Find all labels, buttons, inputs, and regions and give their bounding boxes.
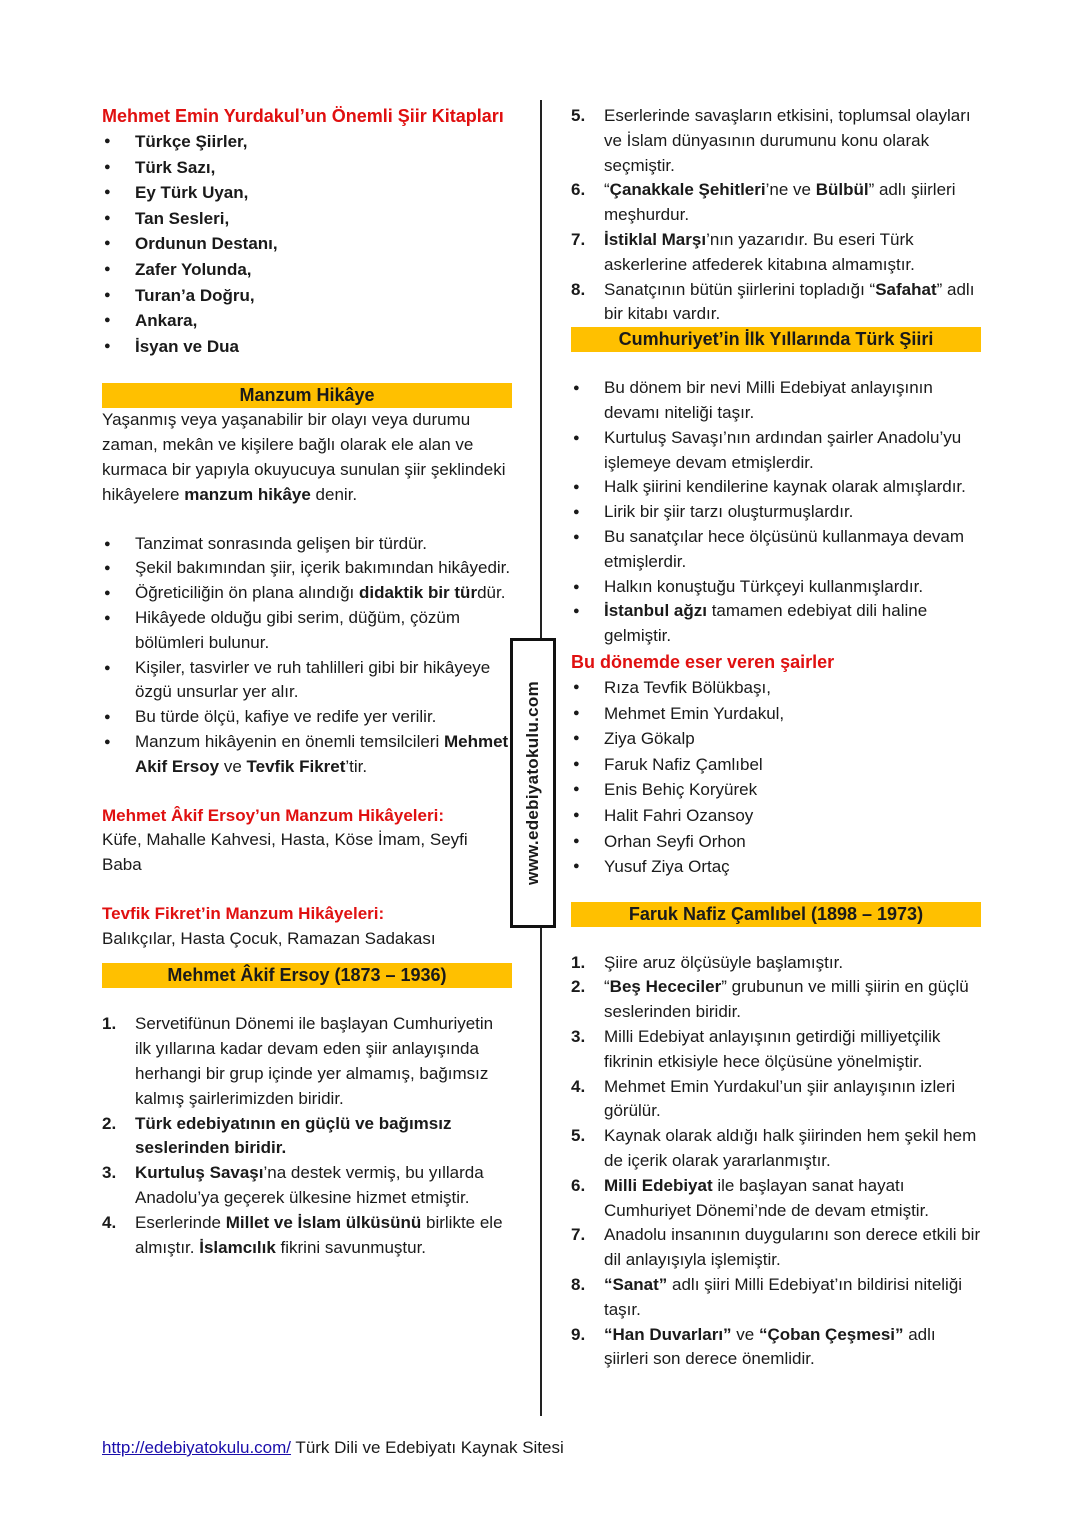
list-item: ● Türk Sazı,	[102, 155, 512, 181]
list-item: ● Tan Sesleri,	[102, 206, 512, 232]
list-item: ● Kurtuluş Savaşı’nın ardından şairler Anadolu’yu işlemeye devam etmişlerdir.	[571, 426, 981, 476]
list-item: ● Ziya Gökalp	[571, 726, 981, 752]
list-item: ● Mehmet Emin Yurdakul,	[571, 701, 981, 727]
site-watermark: www.edebiyatokulu.com	[523, 680, 542, 886]
list-item: 6. Milli Edebiyat ile başlayan sanat hayatı Cumhuriyet Dönemi’nde de devam etmiştir.	[571, 1175, 930, 1220]
fikret-works: Balıkçılar, Hasta Çocuk, Ramazan Sadakası	[102, 928, 436, 948]
yurdakul-books-heading: Mehmet Emin Yurdakul’un Önemli Şiir Kitapları	[102, 106, 504, 126]
list-item: 4. Eserlerinde Millet ve İslam ülküsünü birlikte ele almıştır. İslamcılık fikrini savunmuştur.	[102, 1212, 503, 1257]
list-item: ● Enis Behiç Koryürek	[571, 777, 981, 803]
list-item: ● Rıza Tevfik Bölükbaşı,	[571, 675, 981, 701]
list-item: ● Faruk Nafiz Çamlıbel	[571, 752, 981, 778]
page-footer	[102, 1438, 564, 1458]
footer-site-link[interactable]: http://edebiyatokulu.com/	[102, 1438, 292, 1457]
right-column	[571, 104, 981, 1372]
list-item: ● Yusuf Ziya Ortaç	[571, 854, 981, 880]
list-item: 4. Mehmet Emin Yurdakul’un şiir anlayışının izleri görülür.	[571, 1076, 956, 1121]
list-item: ● Hikâyede olduğu gibi serim, düğüm, çözüm bölümleri bulunur.	[102, 606, 512, 656]
list-item: ● Halk şiirini kendilerine kaynak olarak almışlardır.	[571, 475, 981, 500]
manzum-definition: Yaşanmış veya yaşanabilir bir olayı veya durumu zaman, mekân ve kişilere bağlı olarak ele alan ve kurmaca bir yapıyla okuyucuya sunulan şiir şeklindeki hikâyelere manzum hikâye denir.	[102, 410, 506, 504]
list-item: 7. Anadolu insanının duygularını son derece etkili bir dil anlayışıyla işlemiştir.	[571, 1225, 981, 1270]
list-item: ● Orhan Seyfi Orhon	[571, 829, 981, 855]
list-item: ● Bu türde ölçü, kafiye ve redife yer verilir.	[102, 705, 512, 730]
akif-header: Mehmet Âkif Ersoy (1873 – 1936)	[102, 963, 512, 988]
list-item: 3. Milli Edebiyat anlayışının getirdiği milliyetçilik fikrinin etkisiyle hece ölçüsüne yönelmiştir.	[571, 1027, 941, 1071]
list-item: 8. “Sanat” adlı şiiri Milli Edebiyat’ın bildirisi niteliği taşır.	[571, 1275, 963, 1319]
site-watermark-box	[510, 638, 556, 928]
faruk-facts-list	[571, 951, 981, 1373]
list-item: ● Tanzimat sonrasında gelişen bir türdür.	[102, 532, 512, 557]
list-item: ● Bu sanatçılar hece ölçüsünü kullanmaya devam etmişlerdir.	[571, 525, 981, 575]
list-item: 2. Türk edebiyatının en güçlü ve bağımsız seslerinden biridir.	[102, 1113, 452, 1158]
list-item: ● Ey Türk Uyan,	[102, 180, 512, 206]
list-item: ● İstanbul ağzı tamamen edebiyat dili haline gelmiştir.	[571, 599, 981, 649]
poets-list	[571, 675, 981, 880]
manzum-hikaye-header: Manzum Hikâye	[102, 383, 512, 408]
list-item: 2. “Beş Hececiler” grubunun ve milli şiirin en güçlü seslerinden biridir.	[571, 977, 969, 1022]
list-item: 8. Sanatçının bütün şiirlerini topladığı “Safahat” adlı bir kitabı vardır.	[571, 279, 975, 324]
list-item: 9. “Han Duvarları” ve “Çoban Çeşmesi” adlı şiirleri son derece önemlidir.	[571, 1324, 936, 1369]
list-item: ● Halit Fahri Ozansoy	[571, 803, 981, 829]
list-item: ● Kişiler, tasvirler ve ruh tahlilleri gibi bir hikâyeye özgü unsurlar yer alır.	[102, 656, 512, 706]
akif-facts-list	[102, 1012, 512, 1260]
list-item: ● İsyan ve Dua	[102, 334, 512, 360]
list-item: 3. Kurtuluş Savaşı’na destek vermiş, bu yıllarda Anadolu’ya geçerek ülkesine hizmet etmiştir.	[102, 1163, 484, 1208]
list-item: ● Ordunun Destanı,	[102, 231, 512, 257]
list-item: ● Ankara,	[102, 308, 512, 334]
list-item: 5. Eserlerinde savaşların etkisini, toplumsal olayları ve İslam dünyasının durumunu konu olarak seçmiştir.	[571, 106, 971, 175]
faruk-header: Faruk Nafiz Çamlıbel (1898 – 1973)	[571, 902, 981, 927]
list-item: ● Manzum hikâyenin en önemli temsilcileri Mehmet Akif Ersoy ve Tevfik Fikret’tir.	[102, 730, 512, 780]
akif-works-heading: Mehmet Âkif Ersoy’un Manzum Hikâyeleri:	[102, 805, 444, 825]
list-item: 6. “Çanakkale Şehitleri’ne ve Bülbül” adlı şiirleri meşhurdur.	[571, 180, 956, 225]
list-item: 1. Servetifünun Dönemi ile başlayan Cumhuriyetin ilk yıllarına kadar devam eden şiir anlayışında herhangi bir grup içinde yer almamış, bağımsız kalmış şairlerimizden biridir.	[102, 1014, 494, 1108]
list-item: 1. Şiire aruz ölçüsüyle başlamıştır.	[571, 952, 844, 972]
list-item: ● Şekil bakımından şiir, içerik bakımından hikâyedir.	[102, 556, 512, 581]
list-item: ● Bu dönem bir nevi Milli Edebiyat anlayışının devamı niteliği taşır.	[571, 376, 981, 426]
manzum-features-list	[102, 532, 512, 780]
list-item: ● Türkçe Şiirler,	[102, 129, 512, 155]
list-item: ● Lirik bir şiir tarzı oluşturmuşlardır.	[571, 500, 981, 525]
footer-text: Türk Dili ve Edebiyatı Kaynak Sitesi	[291, 1438, 564, 1457]
list-item: 7. İstiklal Marşı’nın yazarıdır. Bu eseri Türk askerlerine atfederek kitabına almamıştır.	[571, 229, 915, 274]
left-column	[102, 100, 512, 1260]
akif-facts-list-continued	[571, 104, 981, 327]
list-item: 5. Kaynak olarak aldığı halk şiirinden hem şekil hem de içerik olarak yararlanmıştır.	[571, 1126, 977, 1171]
list-item: ● Turan’a Doğru,	[102, 283, 512, 309]
list-item: ● Öğreticiliğin ön plana alındığı didaktik bir türdür.	[102, 581, 512, 606]
cumhuriyet-features-list	[571, 376, 981, 649]
fikret-works-heading: Tevfik Fikret’in Manzum Hikâyeleri:	[102, 903, 385, 923]
cumhuriyet-header: Cumhuriyet’in İlk Yıllarında Türk Şiiri	[571, 327, 981, 352]
poets-heading: Bu dönemde eser veren şairler	[571, 651, 835, 672]
yurdakul-books-list	[102, 129, 512, 359]
akif-works: Küfe, Mahalle Kahvesi, Hasta, Köse İmam, Seyfi Baba	[102, 830, 468, 875]
list-item: ● Zafer Yolunda,	[102, 257, 512, 283]
list-item: ● Halkın konuştuğu Türkçeyi kullanmışlardır.	[571, 575, 981, 600]
